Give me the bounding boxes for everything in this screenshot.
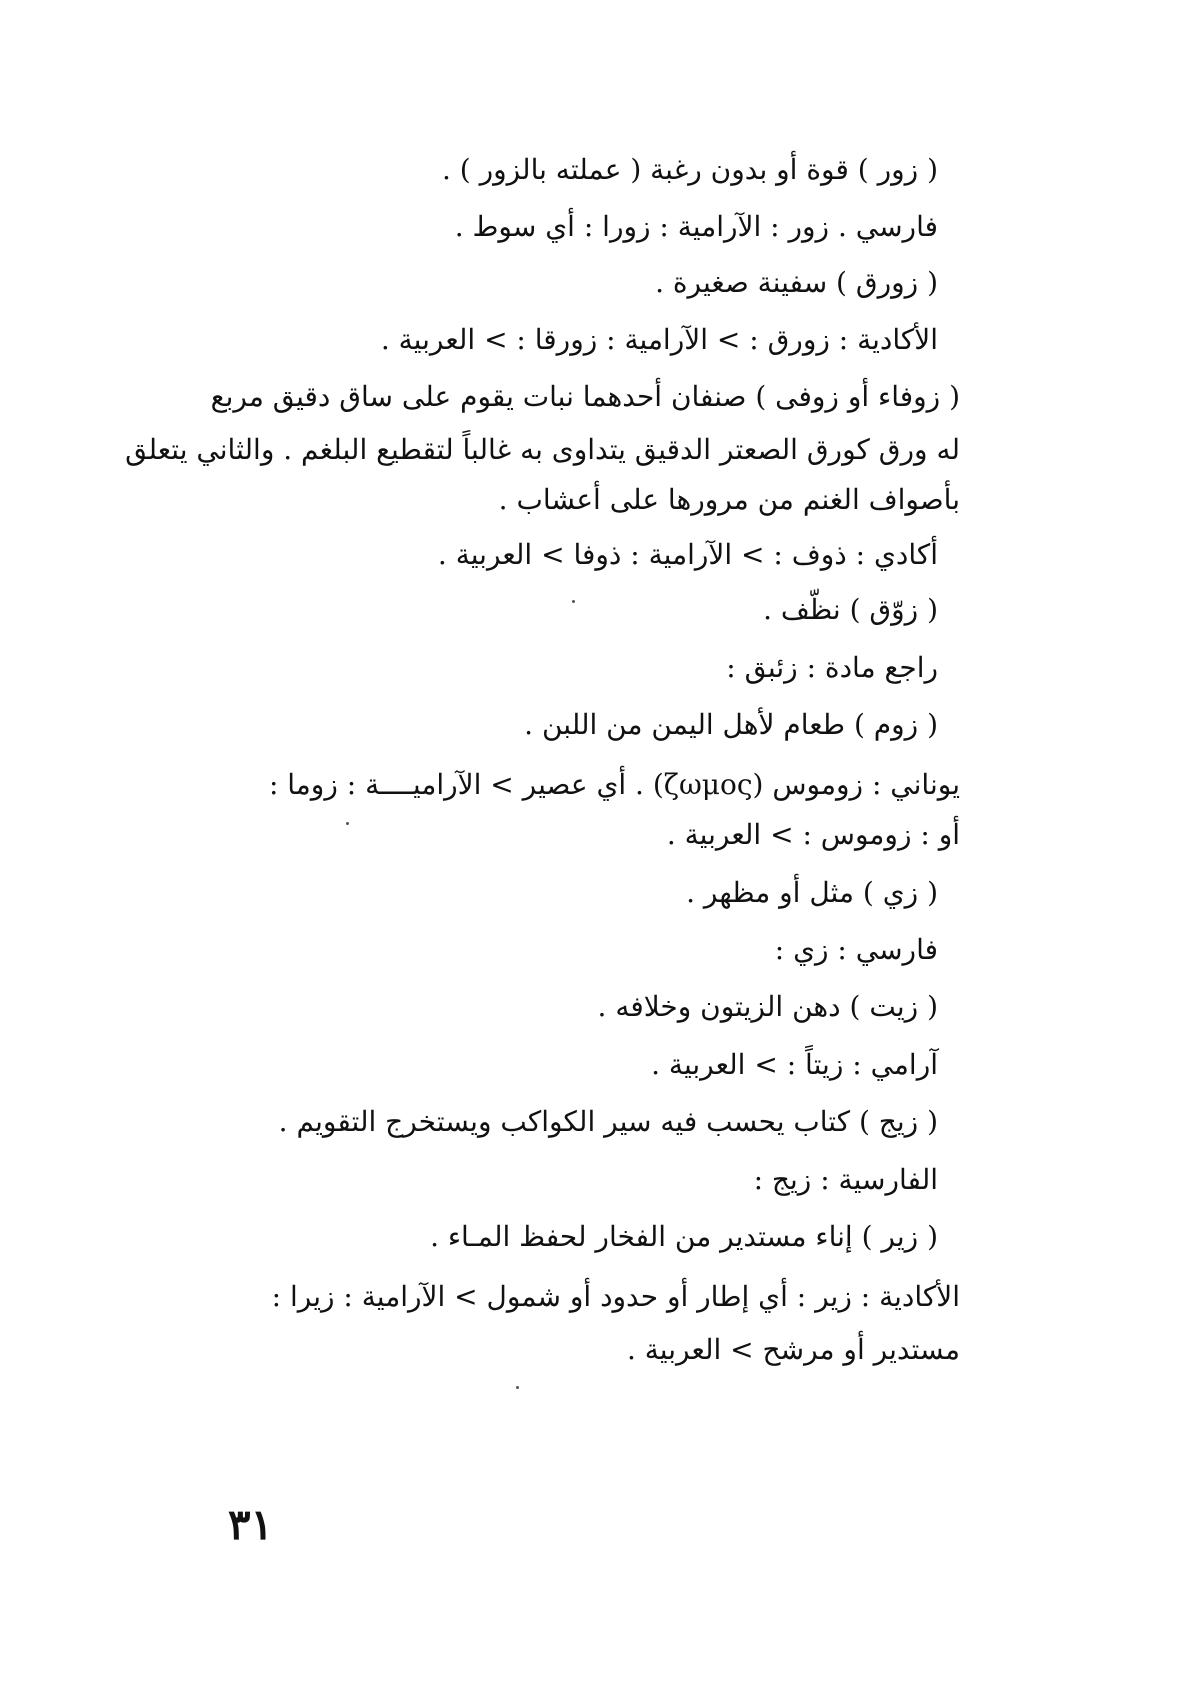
entry-zawwaq-reference: راجع مادة : زئبق : bbox=[726, 651, 938, 684]
scan-speck bbox=[516, 1386, 519, 1389]
entry-zayt-heading: ( زيت ) دهن الزيتون وخلافه . bbox=[597, 990, 938, 1023]
entry-zawm-etymology-line1 bbox=[269, 765, 960, 805]
scan-speck bbox=[346, 822, 349, 825]
entry-zufa-etymology: أكادي : ذوف : > الآرامية : ذوفا > العربية . bbox=[437, 538, 938, 571]
entry-zufa-heading-line1: ( زوفاء أو زوفى ) صنفان أحدهما نبات يقوم على ساق دقيق مربع bbox=[210, 380, 960, 413]
zawm-etymology-after: ) . أي عصير > الآراميــــة : زوما : bbox=[268, 768, 664, 801]
entry-zayt-etymology: آرامي : زيتاً : > العربية . bbox=[651, 1048, 938, 1081]
entry-zawm-heading: ( زوم ) طعام لأهل اليمن من اللبن . bbox=[524, 708, 938, 741]
entry-zawm-etymology-line2: أو : زوموس : > العربية . bbox=[666, 818, 960, 851]
greek-word: ζωμος bbox=[663, 768, 753, 801]
entry-zay-heading: ( زي ) مثل أو مظهر . bbox=[686, 876, 938, 909]
entry-zir-heading: ( زير ) إناء مستدير من الفخار لحفظ المـاء . bbox=[430, 1220, 938, 1253]
entry-zawraq-etymology: الأكادية : زورق : > الآرامية : زورقا : > العربية . bbox=[380, 323, 938, 356]
entry-zay-etymology: فارسي : زي : bbox=[774, 933, 938, 966]
zawm-etymology-before: يوناني : زوموس ( bbox=[752, 768, 960, 801]
entry-zawr-etymology: فارسي . زور : الآرامية : زورا : أي سوط . bbox=[454, 210, 938, 243]
entry-zufa-line2: له ورق كورق الصعتر الدقيق يتداوى به غالباً لتقطيع البلغم . والثاني يتعلق bbox=[125, 433, 960, 466]
entry-zawr-heading: ( زور ) قوة أو بدون رغبة ( عملته بالزور ) . bbox=[441, 153, 938, 186]
entry-zawraq-heading: ( زورق ) سفينة صغيرة . bbox=[655, 266, 938, 299]
entry-zufa-line3: بأصواف الغنم من مرورها على أعشاب . bbox=[498, 483, 960, 516]
scan-speck bbox=[572, 600, 575, 603]
entry-zij-etymology: الفارسية : زيج : bbox=[753, 1163, 938, 1196]
entry-zir-etymology-line1: الأكادية : زير : أي إطار أو حدود أو شمول > الآرامية : زيرا : bbox=[271, 1280, 960, 1313]
entry-zij-heading: ( زيج ) كتاب يحسب فيه سير الكواكب ويستخرج التقويم . bbox=[278, 1105, 938, 1138]
page-number: ٣١ bbox=[228, 1500, 274, 1549]
entry-zir-etymology-line2: مستدير أو مرشح > العربية . bbox=[626, 1333, 960, 1366]
entry-zawwaq-heading: ( زوّق ) نظّف . bbox=[763, 593, 938, 626]
